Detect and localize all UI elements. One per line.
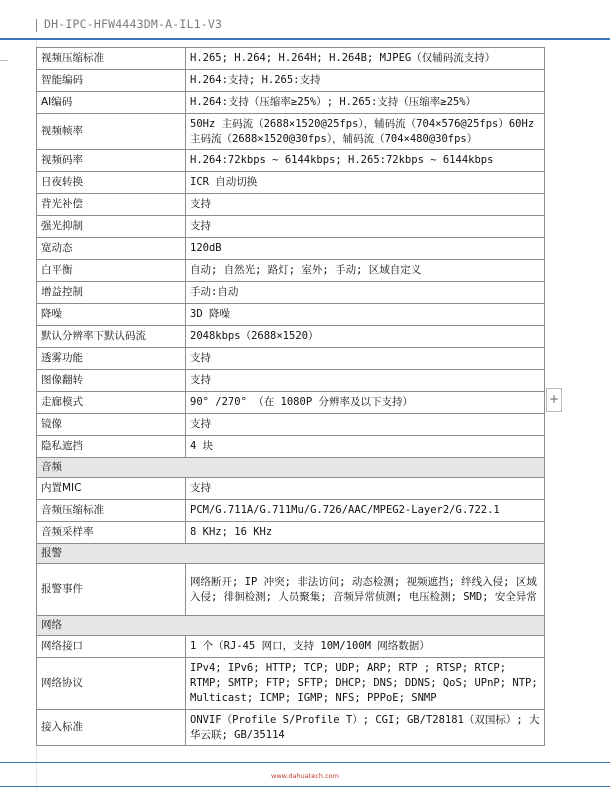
- spec-value: 网络断开; IP 冲突; 非法访问; 动态检测; 视频遮挡; 绊线入侵; 区域入侵; 徘徊检测; 人员聚集; 音频异常侦测; 电压检测; SMD; 安全异常: [186, 564, 545, 616]
- header-rule: [0, 38, 610, 40]
- spec-value: 支持: [186, 194, 545, 216]
- footer-top-rule: [0, 762, 610, 763]
- table-row: [37, 348, 545, 370]
- spec-key: 网络协议: [37, 658, 186, 710]
- spec-key: 报警事件: [37, 564, 186, 616]
- spec-value: ICR 自动切换: [186, 172, 545, 194]
- header-marker: [36, 19, 37, 32]
- table-row: [37, 636, 545, 658]
- section-title: 网络: [37, 616, 545, 636]
- spec-key: 视频码率: [37, 150, 186, 172]
- spec-key: 隐私遮挡: [37, 436, 186, 458]
- table-row: [37, 48, 545, 70]
- spec-value: H.264:72kbps ~ 6144kbps; H.265:72kbps ~ 6144kbps: [186, 150, 545, 172]
- margin-tick: [0, 60, 8, 61]
- footer-website: www.dahuatech.com: [271, 772, 339, 780]
- section-row: [37, 458, 545, 478]
- spec-key: 强光抑制: [37, 216, 186, 238]
- table-row: [37, 436, 545, 458]
- page-header: [0, 0, 610, 40]
- section-row: [37, 616, 545, 636]
- section-title: 报警: [37, 544, 545, 564]
- table-row: [37, 326, 545, 348]
- spec-key: 增益控制: [37, 282, 186, 304]
- spec-value: H.264:支持; H.265:支持: [186, 70, 545, 92]
- table-row: [37, 522, 545, 544]
- spec-value: H.265; H.264; H.264H; H.264B; MJPEG（仅辅码流支持）: [186, 48, 545, 70]
- spec-key: 透雾功能: [37, 348, 186, 370]
- spec-value: 4 块: [186, 436, 545, 458]
- table-row: [37, 114, 545, 150]
- table-row: [37, 414, 545, 436]
- spec-key: 视频帧率: [37, 114, 186, 150]
- spec-value: 1 个（RJ-45 网口，支持 10M/100M 网络数据）: [186, 636, 545, 658]
- table-row: [37, 238, 545, 260]
- add-row-button[interactable]: +: [546, 388, 562, 412]
- table-row: [37, 658, 545, 710]
- spec-value: 50Hz 主码流（2688×1520@25fps），辅码流（704×576@25fps）60Hz 主码流（2688×1520@30fps），辅码流（704×480@30fps）: [186, 114, 545, 150]
- spec-value: 8 KHz; 16 KHz: [186, 522, 545, 544]
- spec-key: 宽动态: [37, 238, 186, 260]
- spec-key: 内置MIC: [37, 478, 186, 500]
- spec-key: AI编码: [37, 92, 186, 114]
- spec-value: 3D 降噪: [186, 304, 545, 326]
- spec-value: 支持: [186, 414, 545, 436]
- spec-value: 支持: [186, 478, 545, 500]
- spec-key: 音频压缩标准: [37, 500, 186, 522]
- spec-key: 日夜转换: [37, 172, 186, 194]
- spec-key: 降噪: [37, 304, 186, 326]
- table-row: [37, 710, 545, 746]
- table-row: [37, 194, 545, 216]
- table-row: [37, 150, 545, 172]
- table-row: [37, 564, 545, 616]
- spec-table: [36, 47, 545, 746]
- spec-table-body: [37, 48, 545, 746]
- section-title: 音频: [37, 458, 545, 478]
- spec-value: 支持: [186, 216, 545, 238]
- spec-value: 90° /270° （在 1080P 分辨率及以下支持）: [186, 392, 545, 414]
- model-title: DH-IPC-HFW4443DM-A-IL1-V3: [44, 17, 223, 31]
- table-row: [37, 392, 545, 414]
- spec-value: 手动:自动: [186, 282, 545, 304]
- section-row: [37, 544, 545, 564]
- table-row: [37, 260, 545, 282]
- table-row: [37, 92, 545, 114]
- table-row: [37, 216, 545, 238]
- table-row: [37, 282, 545, 304]
- spec-value: ONVIF（Profile S/Profile T）; CGI; GB/T28181（双国标）; 大华云联; GB/35114: [186, 710, 545, 746]
- spec-key: 图像翻转: [37, 370, 186, 392]
- spec-value: H.264:支持（压缩率≥25%）; H.265:支持（压缩率≥25%）: [186, 92, 545, 114]
- table-row: [37, 304, 545, 326]
- spec-key: 视频压缩标准: [37, 48, 186, 70]
- table-row: [37, 172, 545, 194]
- spec-key: 走廊模式: [37, 392, 186, 414]
- spec-value: 自动; 自然光; 路灯; 室外; 手动; 区域自定义: [186, 260, 545, 282]
- spec-value: PCM/G.711A/G.711Mu/G.726/AAC/MPEG2-Layer2/G.722.1: [186, 500, 545, 522]
- spec-key: 默认分辨率下默认码流: [37, 326, 186, 348]
- spec-value: 支持: [186, 348, 545, 370]
- spec-key: 白平衡: [37, 260, 186, 282]
- footer-rule: [0, 786, 610, 787]
- table-row: [37, 370, 545, 392]
- spec-key: 网络接口: [37, 636, 186, 658]
- spec-key: 镜像: [37, 414, 186, 436]
- spec-value: 支持: [186, 370, 545, 392]
- table-row: [37, 478, 545, 500]
- table-row: [37, 500, 545, 522]
- spec-value: 2048kbps（2688×1520）: [186, 326, 545, 348]
- spec-key: 接入标准: [37, 710, 186, 746]
- spec-value: 120dB: [186, 238, 545, 260]
- table-row: [37, 70, 545, 92]
- spec-value: IPv4; IPv6; HTTP; TCP; UDP; ARP; RTP ; RTSP; RTCP; RTMP; SMTP; FTP; SFTP; DHCP; DNS; DDNS; QoS; UPnP; NTP; Multicast; ICMP; IGMP; NFS; PPPoE; SNMP: [186, 658, 545, 710]
- spec-key: 背光补偿: [37, 194, 186, 216]
- spec-key: 智能编码: [37, 70, 186, 92]
- spec-key: 音频采样率: [37, 522, 186, 544]
